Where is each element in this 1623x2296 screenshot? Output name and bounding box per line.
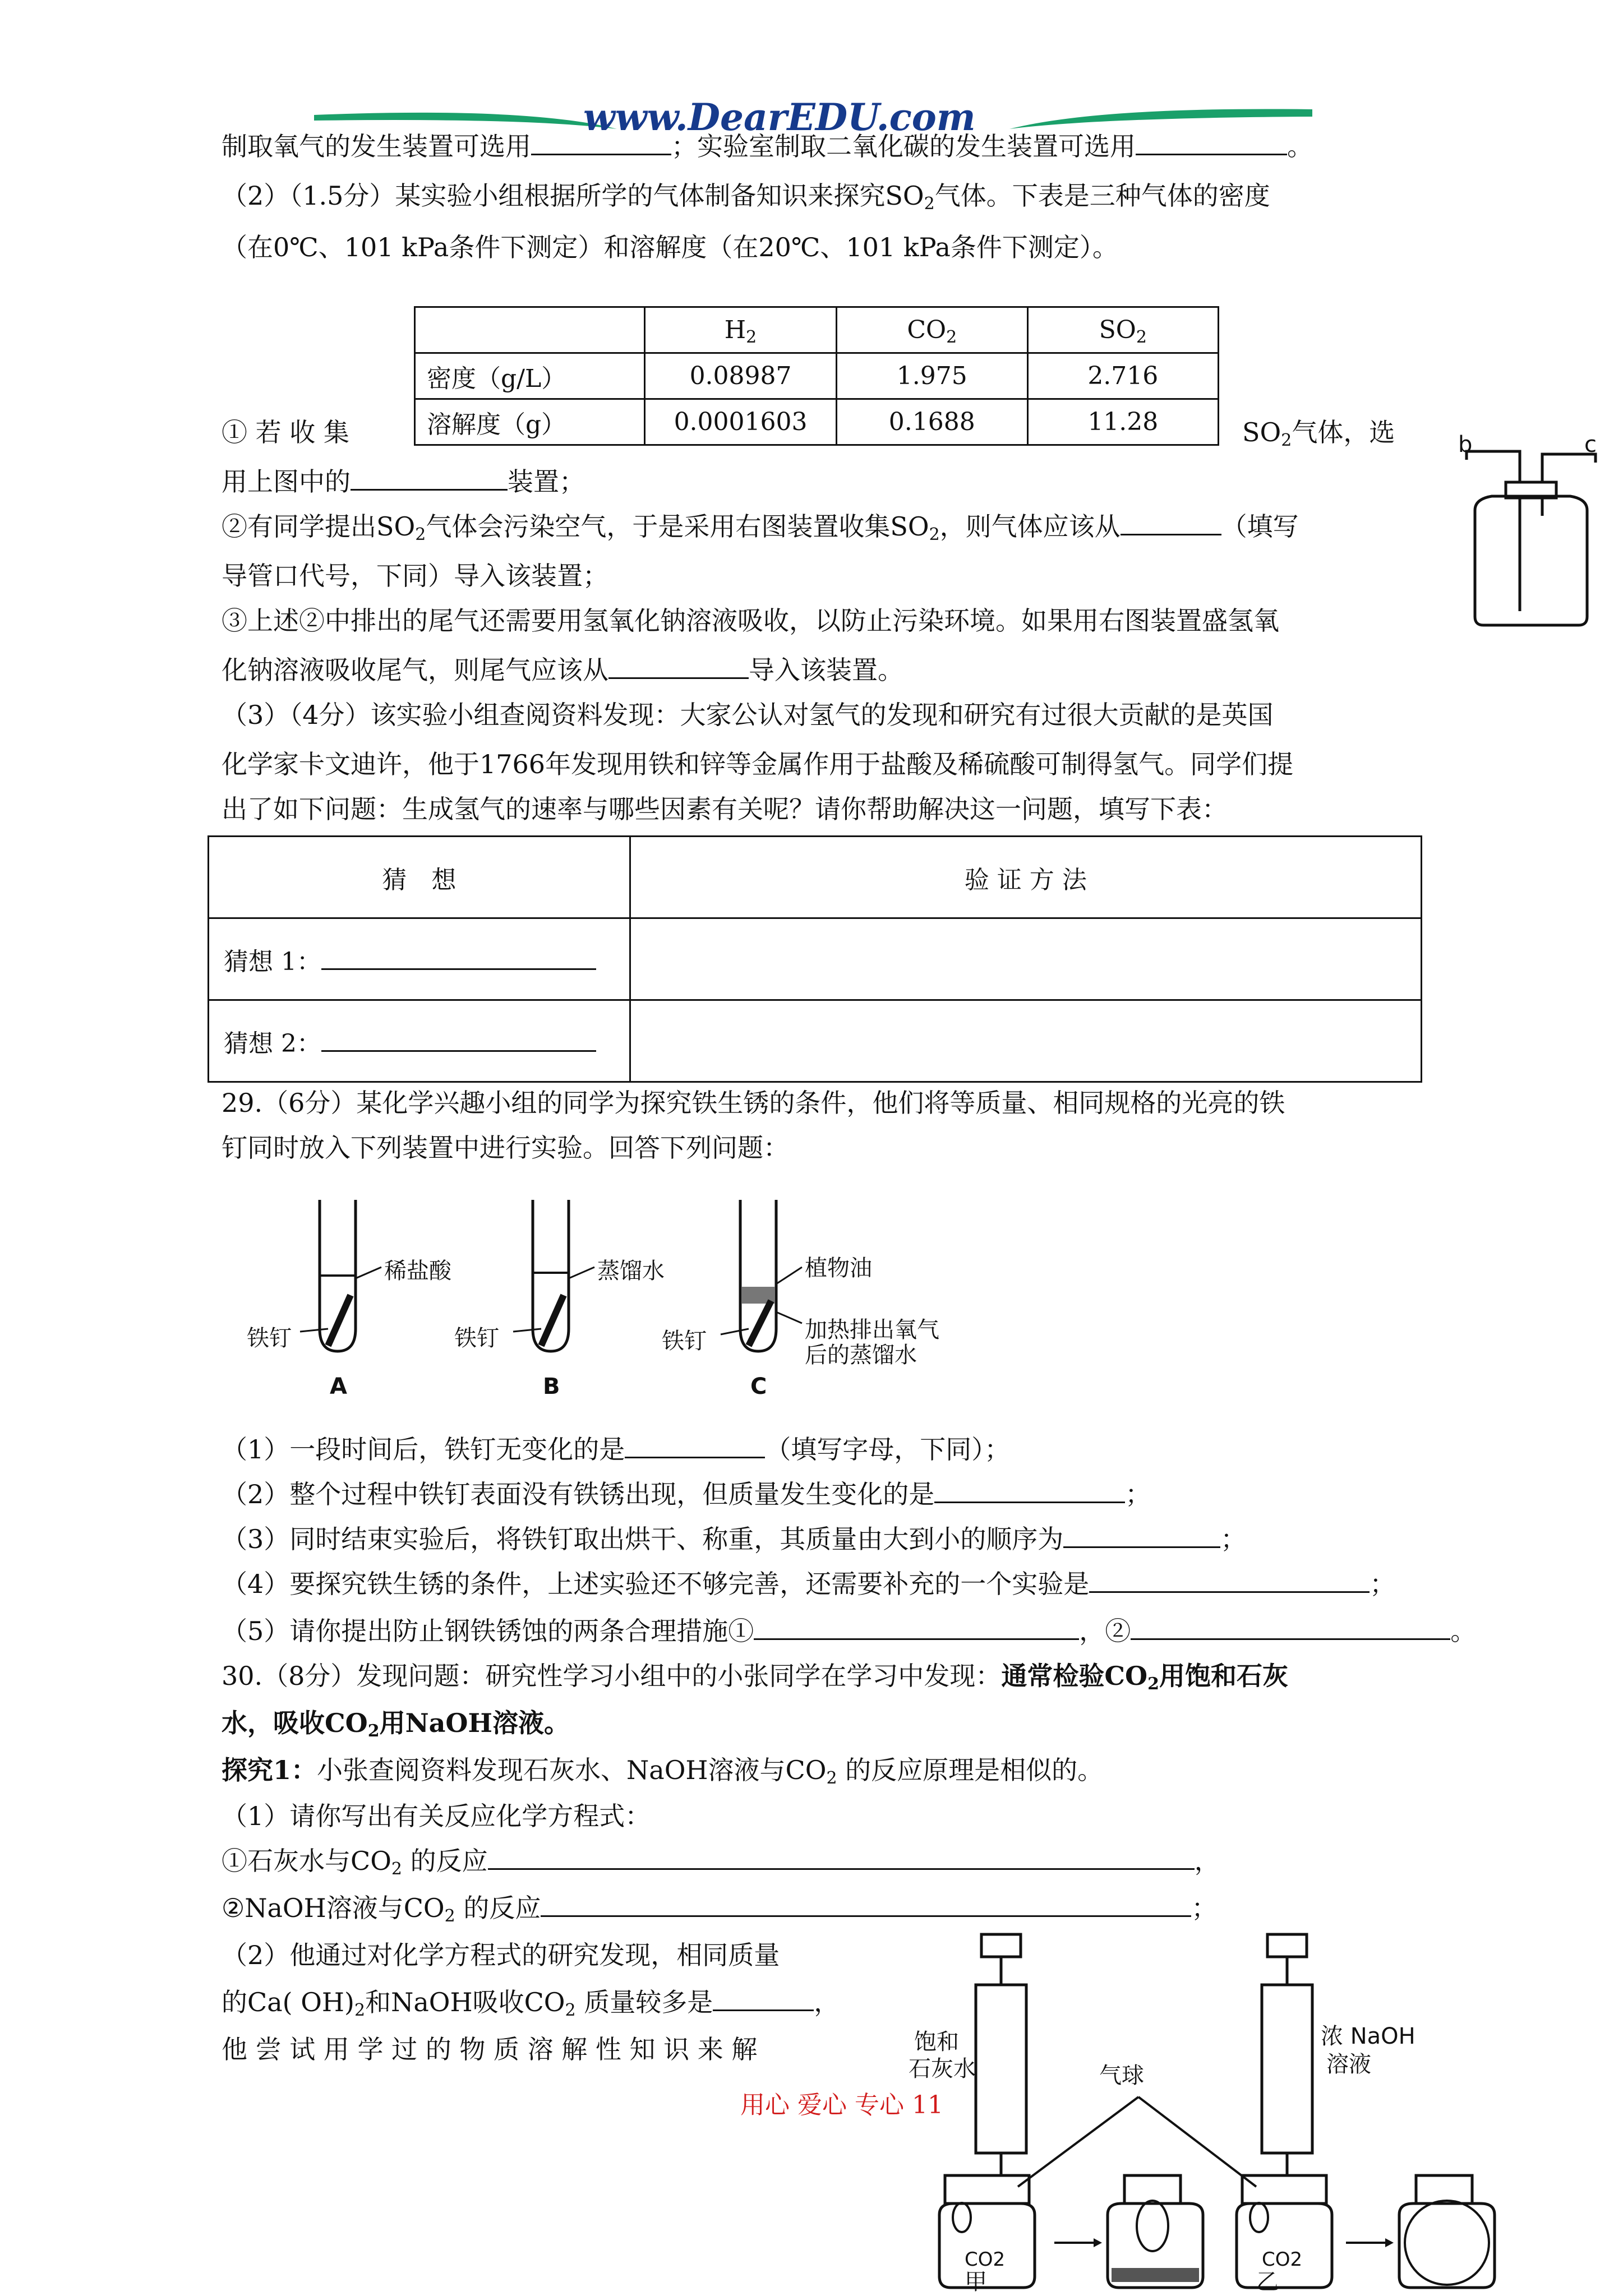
text-line: 化学家卡文迪许，他于1766年发现用铁和锌等金属作用于盐酸及稀硫酸可制得氢气。同学们提 (222, 749, 1294, 779)
water-label: 蒸馏水 (597, 1258, 665, 1284)
text-line: （2）他通过对化学方程式的研究发现，相同质量 (222, 1940, 780, 1970)
text-line: $SO_2$气体，选 (1242, 417, 1395, 450)
gas-bottle-icon (1458, 432, 1604, 634)
balloon-label: 气球 (1099, 2063, 1144, 2089)
nail-label: 铁钉 (662, 1328, 707, 1354)
text-line: ②NaOH溶液与$CO_2$ 的反应 ； (222, 1893, 1218, 1926)
text-line: ① 若 收 集 (222, 417, 349, 447)
text-line: 用上图中的 装置； (222, 466, 585, 497)
text-line: （3）（4分）该实验小组查阅资料发现：大家公认对氢气的发现和研究有过很大贡献的是英国 (222, 700, 1274, 730)
page-footer: 用心 爱心 专心 11 (740, 2091, 943, 2119)
hypothesis-table: 猜 想 验 证 方 法 猜想 1： 猜想 2： (208, 835, 1422, 1083)
verify-method-cell[interactable] (630, 918, 1421, 1000)
boiled-water-label: 加热排出氧气 (805, 1317, 939, 1343)
gas-bottle-figure (1458, 432, 1604, 634)
boiled-water-label-2: 后的蒸馏水 (805, 1342, 917, 1368)
text-line: ③上述②中排出的尾气还需要用氢氧化钠溶液吸收，以防止污染环境。如果用右图装置盛氢氧 (222, 606, 1279, 636)
text-line: （2）（1.5分）某实验小组根据所学的气体制备知识来探究$SO_2$气体。下表是三种气体的密度 (222, 181, 1270, 214)
text-line: 出了如下问题：生成氢气的速率与哪些因素有关呢？请你帮助解决这一问题，填写下表： (222, 794, 1228, 824)
text-line: （1）请你写出有关反应化学方程式： (222, 1801, 651, 1831)
text-line: 钉同时放入下列装置中进行实验。回答下列问题： (222, 1133, 789, 1163)
text-line: 水，吸收$CO_2$用NaOH溶液。 (222, 1708, 570, 1741)
naoh-label-2: 溶液 (1326, 2052, 1371, 2077)
gas-property-table: $H_2$ $CO_2$ $SO_2$ 密度（g/L） 0.08987 1.975 2.716 溶解度（g） 0.0001603 0.1688 11.28 (414, 306, 1219, 446)
test-tube-figure (247, 1189, 965, 1407)
text-line: 29.（6分）某化学兴趣小组的同学为探究铁生锈的条件，他们将等质量、相同规格的光亮的铁 (222, 1088, 1285, 1118)
text-line: （在0℃、101 kPa条件下测定）和溶解度（在20℃、101 kPa条件下测定）。 (222, 232, 1118, 262)
text-line: 他 尝 试 用 学 过 的 物 质 溶 解 性 知 识 来 解 (222, 2034, 758, 2064)
hcl-label: 稀盐酸 (384, 1258, 451, 1284)
caption-a: A (330, 1374, 347, 1399)
text-line: （2）整个过程中铁钉表面没有铁锈出现，但质量发生变化的是 ； (222, 1479, 1151, 1509)
text-line: ②有同学提出$SO_2$气体会污染空气，于是采用右图装置收集$SO_2$，则气体应该从 （填写 (222, 511, 1299, 544)
co2-label: CO2 (1262, 2248, 1303, 2271)
verify-method-cell[interactable] (630, 1000, 1421, 1082)
text-line: （4）要探究铁生锈的条件，上述实验还不够完善，还需要补充的一个实验是 ； (222, 1569, 1396, 1599)
oil-label: 植物油 (805, 1255, 872, 1281)
test-tubes-icon (247, 1189, 965, 1407)
table-row: 猜想 1： (209, 918, 1422, 1000)
port-b-label: b (1458, 432, 1473, 458)
caption-jia: 甲 (965, 2269, 987, 2295)
text-line: （1）一段时间后，铁钉无变化的是 （填写字母，下同）； (222, 1434, 1011, 1465)
table-row: 密度（g/L） 0.08987 1.975 2.716 (415, 353, 1219, 399)
text-line: （3）同时结束实验后，将铁钉取出烘干、称重，其质量由大到小的顺序为 ； (222, 1524, 1247, 1554)
caption-b: B (543, 1374, 560, 1399)
limewater-label-2: 石灰水 (909, 2056, 976, 2082)
co2-label: CO2 (965, 2248, 1006, 2271)
text-line: ①石灰水与$CO_2$ 的反应 ， (222, 1846, 1220, 1879)
port-c-label: c (1584, 432, 1597, 458)
text-line: 导管口代号，下同）导入该装置； (222, 561, 608, 591)
caption-c: C (750, 1374, 767, 1399)
limewater-label: 饱和 (914, 2029, 959, 2055)
co2-apparatus-figure (909, 1929, 1503, 2293)
text-line: 30.（8分）发现问题：研究性学习小组中的小张同学在学习中发现：通常检验$CO_2$用饱和石灰 (222, 1661, 1288, 1694)
nail-label: 铁钉 (247, 1325, 292, 1351)
text-line: 探究1：小张查阅资料发现石灰水、NaOH溶液与$CO_2$ 的反应原理是相似的。 (222, 1755, 1104, 1788)
text-line: （5）请你提出防止钢铁锈蚀的两条合理措施① ，② 。 (222, 1616, 1477, 1646)
syringe-bottles-icon (909, 1929, 1503, 2293)
table-row: 猜想 2： (209, 1000, 1422, 1082)
nail-label: 铁钉 (454, 1325, 499, 1351)
header-logo-text[interactable]: www.DearEDU.com (583, 95, 976, 139)
text-line: 的Ca( $OH)_2$和NaOH吸收$CO_2$ 质量较多是 ， (222, 1987, 840, 2020)
text-line: 制取氧气的发生装置可选用 ；实验室制取二氧化碳的发生装置可选用 。 (222, 131, 1313, 161)
caption-yi: 乙 (1256, 2269, 1279, 2295)
text-line: 化钠溶液吸收尾气，则尾气应该从 导入该装置。 (222, 655, 903, 685)
table-row: 溶解度（g） 0.0001603 0.1688 11.28 (415, 399, 1219, 445)
naoh-label: 浓 NaOH (1321, 2024, 1415, 2049)
